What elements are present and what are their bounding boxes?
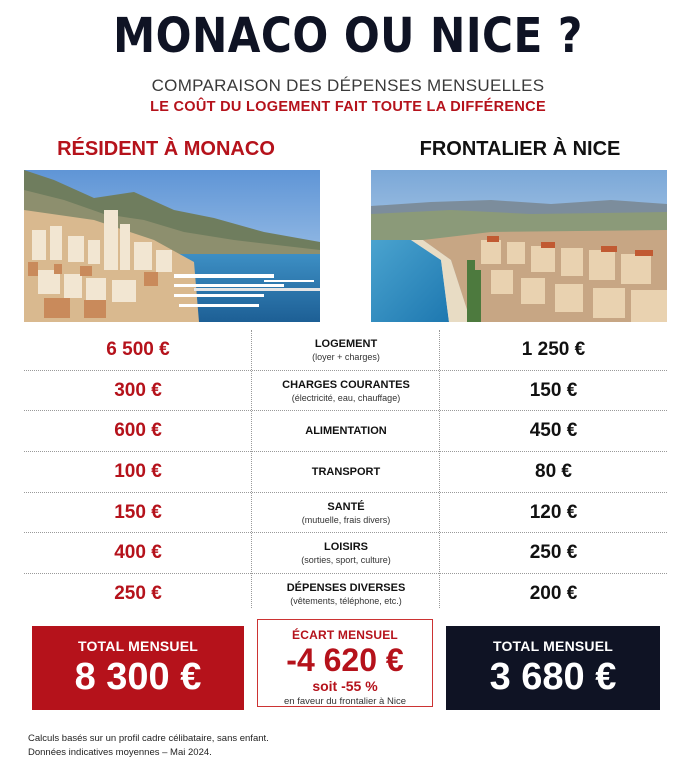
table-row bbox=[24, 533, 667, 574]
page-tagline: LE COÛT DU LOGEMENT FAIT TOUTE LA DIFFÉRENCE bbox=[150, 99, 546, 115]
gap-note: en faveur du frontalier à Nice bbox=[284, 696, 406, 707]
category-detail: (électricité, eau, chauffage) bbox=[291, 392, 401, 403]
nice-photo bbox=[371, 170, 667, 322]
table-row bbox=[24, 330, 667, 371]
page-subtitle: COMPARAISON DES DÉPENSES MENSUELLES bbox=[151, 76, 545, 95]
category-label: LOISIRS bbox=[323, 541, 368, 554]
column-header-monaco: RÉSIDENT À MONACO bbox=[57, 138, 275, 160]
nice-value: 1 250 € bbox=[521, 338, 586, 360]
nice-value: 450 € bbox=[529, 420, 578, 442]
table-row bbox=[24, 411, 667, 452]
total-monaco-value: 8 300 € bbox=[74, 656, 202, 698]
total-nice-box bbox=[446, 626, 660, 710]
footnote-line-2: Données indicatives moyennes – Mai 2024. bbox=[28, 747, 212, 758]
monaco-photo bbox=[24, 170, 320, 322]
monaco-value: 250 € bbox=[114, 582, 162, 604]
column-header-nice: FRONTALIER À NICE bbox=[419, 138, 621, 160]
monaco-value: 600 € bbox=[114, 420, 162, 442]
footnote bbox=[28, 732, 269, 760]
comparison-table bbox=[24, 330, 667, 614]
nice-value: 120 € bbox=[529, 501, 578, 523]
monaco-value: 150 € bbox=[114, 501, 162, 523]
total-monaco-box bbox=[32, 626, 244, 710]
total-nice-value: 3 680 € bbox=[489, 656, 617, 698]
category-label: CHARGES COURANTES bbox=[282, 378, 410, 391]
category-label: SANTÉ bbox=[327, 500, 365, 513]
category-detail: (mutuelle, frais divers) bbox=[301, 514, 391, 525]
gap-box bbox=[257, 619, 433, 707]
table-row bbox=[24, 574, 667, 614]
gap-value: -4 620 € bbox=[286, 642, 404, 678]
monaco-value: 6 500 € bbox=[106, 338, 170, 360]
footnote-line-1: Calculs basés sur un profil cadre célibataire, sans enfant. bbox=[28, 733, 269, 744]
monaco-value: 100 € bbox=[114, 460, 162, 482]
nice-value: 80 € bbox=[535, 460, 572, 482]
nice-value: 200 € bbox=[529, 582, 578, 604]
table-row bbox=[24, 452, 667, 493]
category-label: TRANSPORT bbox=[311, 465, 381, 478]
category-detail: (loyer + charges) bbox=[312, 351, 380, 362]
monaco-value: 300 € bbox=[114, 379, 162, 401]
category-detail: (sorties, sport, culture) bbox=[301, 555, 391, 566]
category-label: DÉPENSES DIVERSES bbox=[286, 581, 406, 594]
total-monaco-label: TOTAL MENSUEL bbox=[77, 638, 199, 654]
monaco-value: 400 € bbox=[114, 542, 162, 564]
gap-label: ÉCART MENSUEL bbox=[292, 628, 398, 642]
category-label: LOGEMENT bbox=[314, 337, 378, 350]
table-row bbox=[24, 371, 667, 412]
category-label: ALIMENTATION bbox=[305, 425, 387, 438]
table-row bbox=[24, 493, 667, 534]
nice-value: 250 € bbox=[529, 542, 578, 564]
nice-value: 150 € bbox=[529, 379, 578, 401]
category-detail: (vêtements, téléphone, etc.) bbox=[290, 595, 402, 606]
page-title: MONACO OU NICE ? bbox=[113, 8, 583, 64]
gap-percent: soit -55 % bbox=[312, 678, 378, 694]
total-nice-label: TOTAL MENSUEL bbox=[492, 638, 614, 654]
